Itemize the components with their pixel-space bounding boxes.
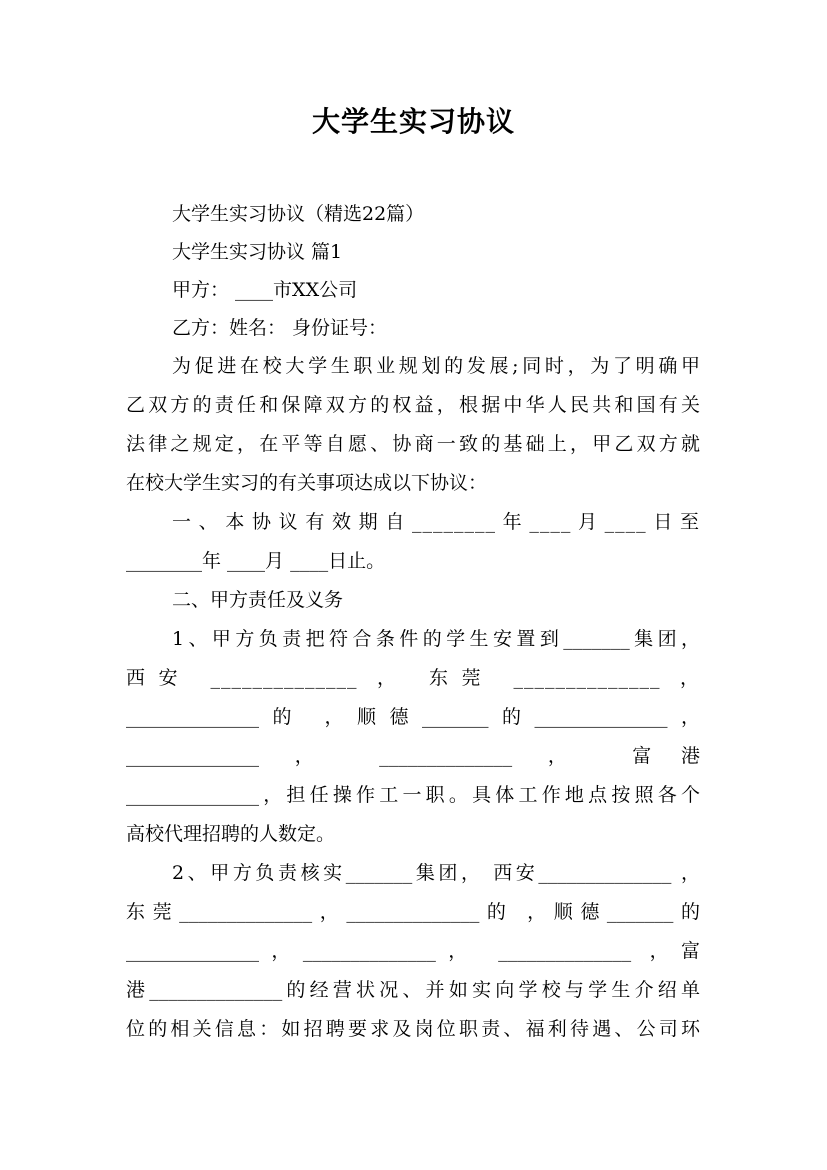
doc-line-preamble-2: 乙双方的责任和保障双方的权益，根据中华人民共和国有关	[126, 394, 700, 416]
doc-line-clause2-5: 位的相关信息：如招聘要求及岗位职责、福利待遇、公司环	[126, 1018, 700, 1040]
doc-line-section-heading: 大学生实习协议 篇1	[172, 241, 343, 263]
doc-line-term-1: 一、本协议有效期自________年____月____日至	[172, 511, 700, 533]
doc-line-clause2-4: 港______________的经营状况、并如实向学校与学生介绍单	[126, 979, 700, 1001]
doc-line-clause2-2: 东莞______________，______________的 ，顺德_______的	[126, 901, 700, 923]
doc-line-clause-heading: 二、甲方责任及义务	[172, 589, 344, 611]
doc-line-party-a: 甲方： ____市XX公司	[172, 279, 358, 301]
doc-line-preamble-3: 法律之规定，在平等自愿、协商一致的基础上，甲乙双方就	[126, 433, 700, 455]
doc-line-clause1-3: ______________的 ，顺德_______的______________，	[126, 706, 700, 728]
doc-line-clause1-1: 1、甲方负责把符合条件的学生安置到_______集团，	[172, 628, 700, 650]
doc-line-preamble-4: 在校大学生实习的有关事项达成以下协议：	[126, 472, 488, 494]
doc-line-clause1-6: 高校代理招聘的人数定。	[126, 823, 336, 845]
doc-line-subtitle: 大学生实习协议（精选22篇）	[172, 203, 425, 225]
doc-line-clause1-4: ______________ ， ______________ ， 富港	[126, 745, 700, 767]
doc-line-party-b: 乙方：姓名： 身份证号：	[172, 317, 388, 339]
document-title: 大学生实习协议	[311, 105, 515, 138]
doc-line-clause2-3: ______________，______________， ______________ ，富	[126, 940, 700, 962]
doc-line-preamble-1: 为促进在校大学生职业规划的发展;同时，为了明确甲	[172, 355, 700, 377]
doc-line-clause1-5: ______________，担任操作工一职。具体工作地点按照各个	[126, 784, 700, 806]
doc-line-term-2: ________年 ____月 ____日止。	[126, 550, 386, 572]
doc-line-clause2-1: 2、甲方负责核实_______集团， 西安______________ ，	[172, 862, 700, 884]
doc-line-clause1-2: 西安 ______________ ， 东莞 ______________ ，	[126, 667, 700, 689]
